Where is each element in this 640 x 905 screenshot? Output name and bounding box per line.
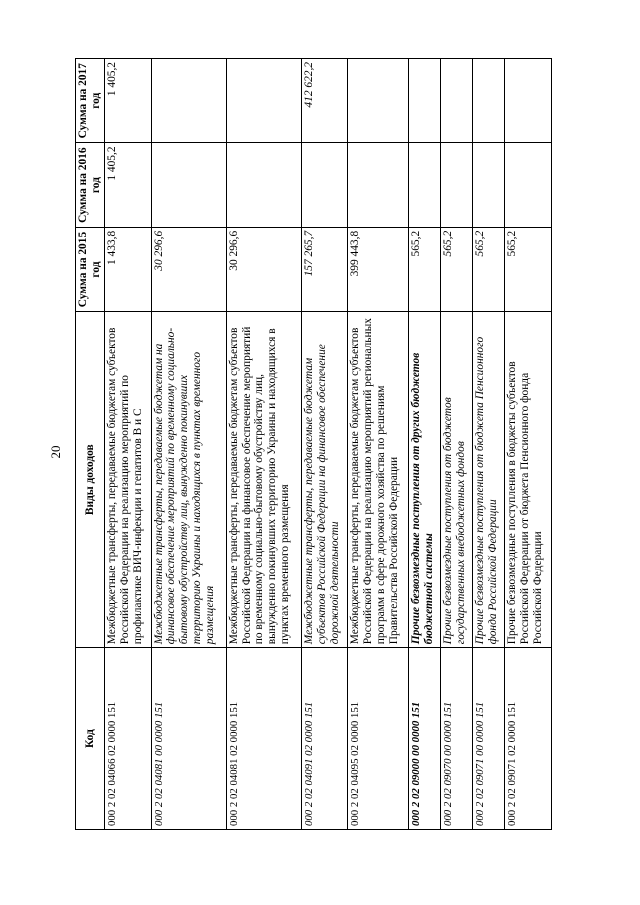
- row-code: 000 2 02 04095 02 0000 151: [348, 648, 409, 830]
- table-row: [505, 59, 552, 830]
- row-sum-2016: [348, 143, 409, 227]
- row-sum-2015: 1 433,8: [105, 227, 151, 311]
- header-sum-2015: Сумма на 2015 год: [76, 227, 105, 311]
- revenue-table: [75, 58, 552, 830]
- row-code: 000 2 02 09071 02 0000 151: [505, 648, 552, 830]
- table-row: [473, 59, 505, 830]
- header-sum-2017: Сумма на 2017 год: [76, 59, 105, 143]
- table-row: [441, 59, 473, 830]
- row-sum-2017: [505, 59, 552, 143]
- row-sum-2017: 412 622,2: [301, 59, 347, 143]
- row-sum-2016: [409, 143, 441, 227]
- header-sum-2016: Сумма на 2016 год: [76, 143, 105, 227]
- row-description: Прочие безвозмездные поступления от бюджета Пенсионного фонда Российской Федерации: [473, 312, 505, 648]
- header-revenue-type: Виды доходов: [76, 312, 105, 648]
- row-code: 000 2 02 04081 00 0000 151: [151, 648, 226, 830]
- row-sum-2016: [226, 143, 301, 227]
- table-row: [226, 59, 301, 830]
- row-code: 000 2 02 04081 02 0000 151: [226, 648, 301, 830]
- row-sum-2015: 565,2: [473, 227, 505, 311]
- table-row: [348, 59, 409, 830]
- table-header-row: [76, 59, 105, 830]
- row-sum-2015: 157 265,7: [301, 227, 347, 311]
- row-description: Прочие безвозмездные поступления от бюджетов государственных внебюджетных фондов: [441, 312, 473, 648]
- row-code: 000 2 02 04091 02 0000 151: [301, 648, 347, 830]
- row-sum-2015: 30 296,6: [226, 227, 301, 311]
- row-sum-2017: [151, 59, 226, 143]
- row-sum-2015: 565,2: [505, 227, 552, 311]
- table-row: [409, 59, 441, 830]
- table-row: [105, 59, 151, 830]
- row-sum-2016: [441, 143, 473, 227]
- row-code: 000 2 02 09071 00 0000 151: [473, 648, 505, 830]
- row-code: 000 2 02 09000 00 0000 151: [409, 648, 441, 830]
- row-sum-2016: [151, 143, 226, 227]
- header-code: Код: [76, 648, 105, 830]
- table-row: [151, 59, 226, 830]
- row-description: Прочие безвозмездные поступления в бюджеты субъектов Российской Федерации от бюджета Пенсионного фонда Российской Федерации: [505, 312, 552, 648]
- row-description: Межбюджетные трансферты, передаваемые бюджетам субъектов Российской Федерации на финансовое обеспечение мероприятий по временному социально-бытовому обустройству лиц, вынужденно покинувших территорию Украины и находящихся в пунктах временного размещения: [226, 312, 301, 648]
- row-description: Межбюджетные трансферты, передаваемые бюджетам субъектов Российской Федерации на финансовое обеспечение дорожной деятельности: [301, 312, 347, 648]
- table-body: [105, 59, 552, 830]
- row-sum-2017: [348, 59, 409, 143]
- row-sum-2017: [409, 59, 441, 143]
- row-description: Межбюджетные трансферты, передаваемые бюджетам на финансовое обеспечение мероприятий по временному социально-бытовому обустройству лиц, вынужденно покинувших территорию Украины и находящихся в пунктах временного размещения: [151, 312, 226, 648]
- row-description: Прочие безвозмездные поступления от других бюджетов бюджетной системы: [409, 312, 441, 648]
- row-sum-2017: 1 405,2: [105, 59, 151, 143]
- row-sum-2015: 565,2: [409, 227, 441, 311]
- row-sum-2017: [441, 59, 473, 143]
- row-sum-2015: 399 443,8: [348, 227, 409, 311]
- table-row: [301, 59, 347, 830]
- row-description: Межбюджетные трансферты, передаваемые бюджетам субъектов Российской Федерации на реализацию мероприятий по профилактике ВИЧ-инфекции и гепатитов В и С: [105, 312, 151, 648]
- row-sum-2017: [226, 59, 301, 143]
- row-sum-2017: [473, 59, 505, 143]
- row-sum-2016: [505, 143, 552, 227]
- row-sum-2016: [473, 143, 505, 227]
- row-description: Межбюджетные трансферты, передаваемые бюджетам субъектов Российской Федерации на реализацию мероприятий региональных программ в сфере дорожного хозяйства по решениям Правительства Российской Федерации: [348, 312, 409, 648]
- row-sum-2016: 1 405,2: [105, 143, 151, 227]
- rotated-table-wrapper: [75, 58, 552, 830]
- row-sum-2015: 565,2: [441, 227, 473, 311]
- page-number: 20: [48, 445, 63, 459]
- row-sum-2015: 30 296,6: [151, 227, 226, 311]
- row-code: 000 2 02 09070 00 0000 151: [441, 648, 473, 830]
- row-sum-2016: [301, 143, 347, 227]
- row-code: 000 2 02 04066 02 0000 151: [105, 648, 151, 830]
